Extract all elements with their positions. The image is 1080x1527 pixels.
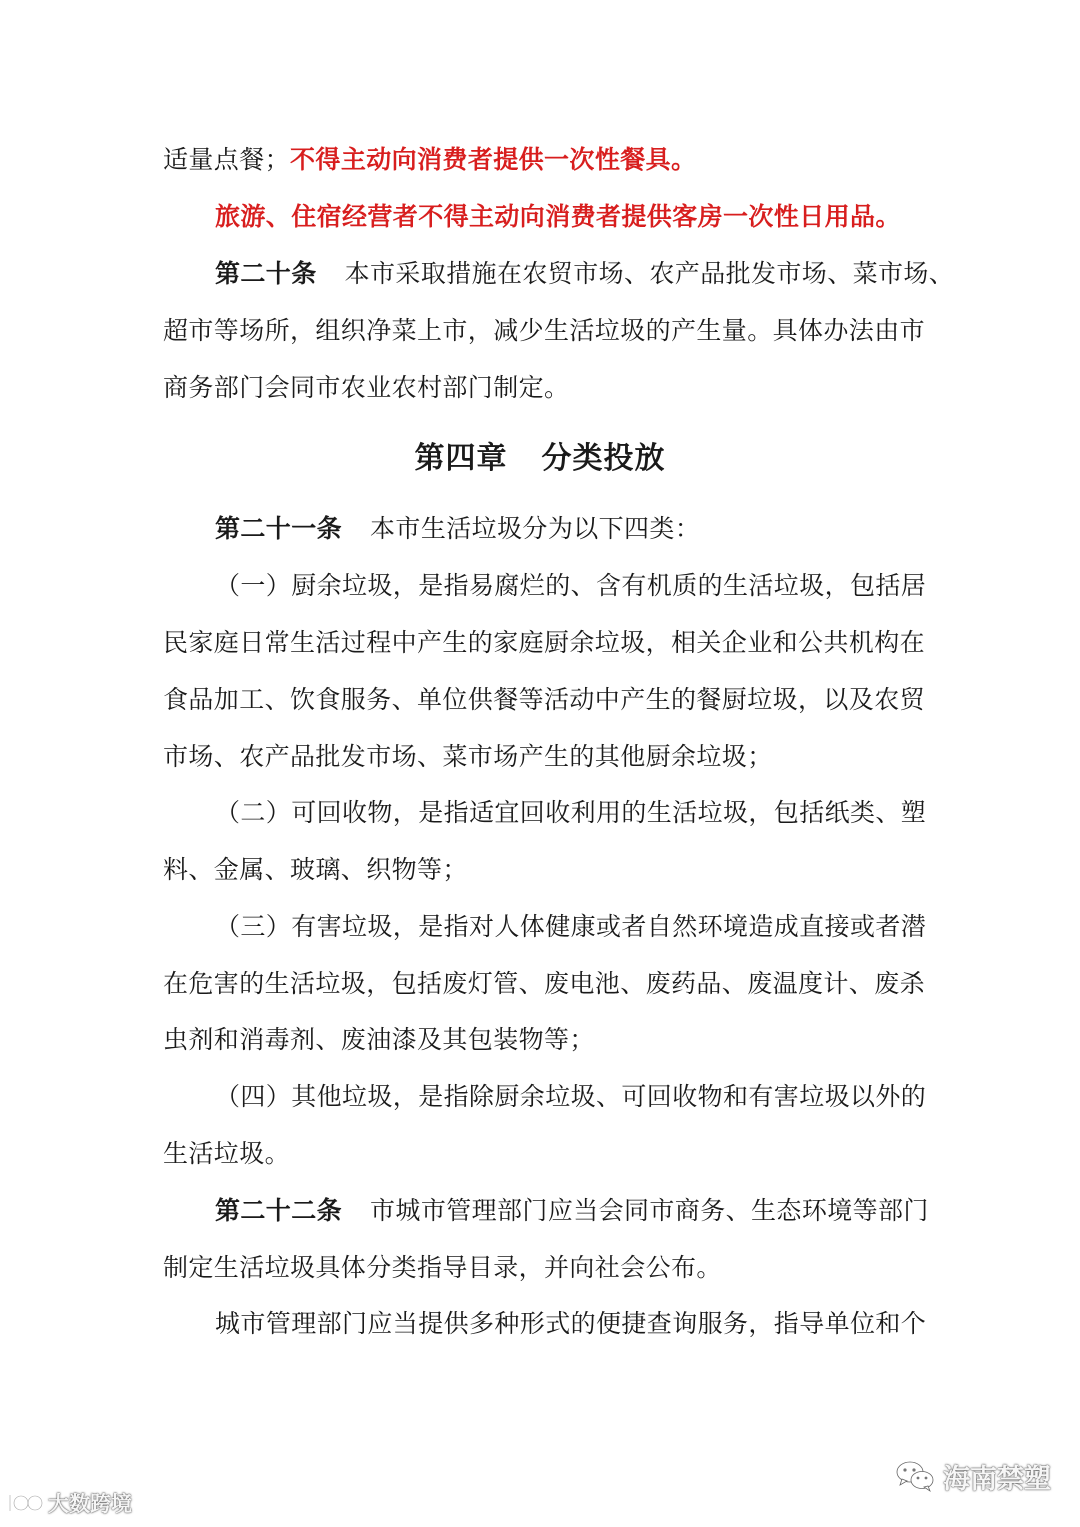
- paragraph-line: 民家庭日常生活过程中产生的家庭厨余垃圾，相关企业和公共机构在: [163, 628, 926, 657]
- watermark-right-text: 海南禁塑: [943, 1463, 1051, 1495]
- text-run: 市城市管理部门应当会同市商务、生态环境等部门: [370, 1196, 929, 1225]
- paragraph-line: （四）其他垃圾，是指除厨余垃圾、可回收物和有害垃圾以外的: [215, 1082, 927, 1111]
- watermark-left-text: 大数跨境: [48, 1492, 132, 1516]
- chapter-heading: [0, 439, 1080, 479]
- paragraph-line: 生活垃圾。: [163, 1139, 291, 1168]
- emphasis-text: 旅游、住宿经营者不得主动向消费者提供客房一次性日用品。: [215, 202, 901, 231]
- article-number: 第二十二条: [215, 1196, 343, 1225]
- paragraph-line: （一）厨余垃圾，是指易腐烂的、含有机质的生活垃圾，包括居: [215, 571, 927, 600]
- paragraph-line: 在危害的生活垃圾，包括废灯管、废电池、废药品、废温度计、废杀: [163, 969, 926, 998]
- paragraph-line: 制定生活垃圾具体分类指导目录，并向社会公布。: [163, 1253, 722, 1282]
- paragraph-line: [215, 200, 923, 234]
- paragraph-line: 食品加工、饮食服务、单位供餐等活动中产生的餐厨垃圾，以及农贸: [163, 685, 926, 714]
- paragraph-line: （三）有害垃圾，是指对人体健康或者自然环境造成直接或者潜: [215, 912, 927, 941]
- paragraph-line: 超市等场所，组织净菜上市，减少生活垃圾的产生量。具体办法由市: [163, 316, 926, 345]
- paragraph-line: （二）可回收物，是指适宜回收利用的生活垃圾，包括纸类、塑: [215, 798, 927, 827]
- paragraph-line: 虫剂和消毒剂、废油漆及其包装物等；: [163, 1025, 595, 1054]
- emphasis-text: 不得主动向消费者提供一次性餐具。: [290, 145, 697, 174]
- article-20-line: [215, 257, 955, 291]
- paragraph-line: 商务部门会同市农业农村部门制定。: [163, 373, 570, 402]
- text-run: 适量点餐；: [163, 145, 291, 174]
- article-21-line: [215, 512, 923, 546]
- brand-logo-icon: [6, 1491, 44, 1515]
- watermark-left: [6, 1488, 132, 1518]
- text-run: 本市生活垃圾分为以下四类：: [370, 514, 701, 543]
- paragraph-line: [163, 143, 923, 177]
- chapter-number: 第四章: [414, 441, 508, 476]
- paragraph-line: 市场、农产品批发市场、菜市场产生的其他厨余垃圾；: [163, 742, 773, 771]
- wechat-icon: [895, 1459, 935, 1493]
- text-run: 本市采取措施在农贸市场、农产品批发市场、菜市场、: [344, 259, 955, 288]
- article-22-line: [215, 1194, 929, 1228]
- watermark-right: [895, 1456, 1051, 1496]
- paragraph-line: 料、金属、玻璃、织物等；: [163, 855, 468, 884]
- chapter-title: 分类投放: [541, 441, 666, 476]
- article-number: 第二十一条: [215, 514, 343, 543]
- article-number: 第二十条: [215, 259, 317, 288]
- paragraph-line: 城市管理部门应当提供多种形式的便捷查询服务，指导单位和个: [215, 1309, 927, 1338]
